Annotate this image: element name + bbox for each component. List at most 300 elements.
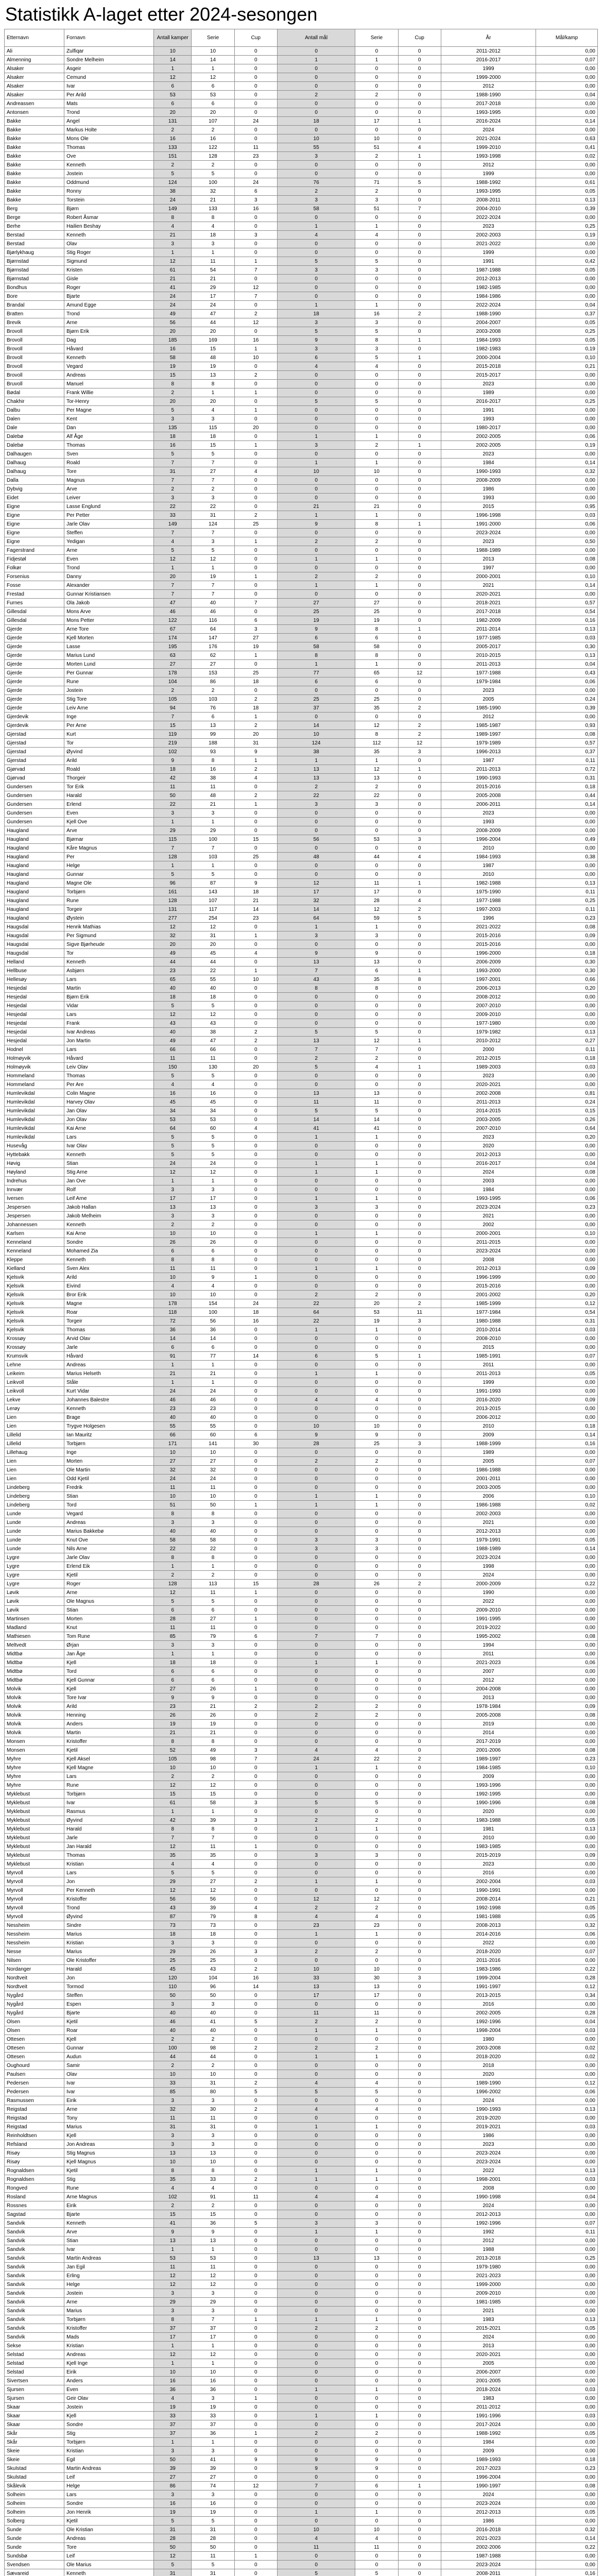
- cell-antall-mal: 13: [277, 765, 355, 774]
- table-row: [5, 2482, 598, 2490]
- cell-etternavn: Skålevik: [5, 2482, 64, 2490]
- cell-mal-per-kamp: 0,13: [536, 2105, 598, 2114]
- cell-antall-mal: 5: [277, 2569, 355, 2576]
- cell-mal-per-kamp: 0,00: [536, 870, 598, 879]
- cell-antall-kamper: 67: [154, 625, 192, 634]
- cell-serie-mal: 0: [355, 1334, 398, 1343]
- cell-ar: 2021: [441, 1518, 536, 1527]
- cell-serie-mal: 65: [355, 669, 398, 677]
- cell-cup-mal: 0: [398, 1737, 441, 1746]
- cell-etternavn: Nygård: [5, 1991, 64, 2000]
- cell-antall-mal: 1: [277, 2228, 355, 2236]
- cell-antall-kamper: 10: [154, 1229, 192, 1238]
- cell-serie-kamper: 3: [192, 1518, 234, 1527]
- cell-cup-mal: 0: [398, 695, 441, 704]
- cell-cup-kamper: 0: [234, 1475, 277, 1483]
- cell-antall-mal: 1: [277, 581, 355, 590]
- cell-antall-kamper: 12: [154, 1842, 192, 1851]
- cell-ar: 2020: [441, 2070, 536, 2079]
- cell-cup-mal: 0: [398, 2166, 441, 2175]
- cell-antall-kamper: 12: [154, 73, 192, 82]
- cell-serie-mal: 1: [355, 581, 398, 590]
- cell-fornavn: Øyvind: [64, 748, 154, 756]
- cell-fornavn: Kjell: [64, 2131, 154, 2140]
- cell-serie-mal: 0: [355, 2096, 398, 2105]
- cell-mal-per-kamp: 0,03: [536, 511, 598, 520]
- cell-mal-per-kamp: 0,20: [536, 1291, 598, 1299]
- cell-ar: 1989: [441, 388, 536, 397]
- cell-serie-mal: 13: [355, 774, 398, 783]
- cell-ar: 2022-2024: [441, 213, 536, 222]
- cell-serie-mal: 0: [355, 2420, 398, 2429]
- cell-mal-per-kamp: 0,00: [536, 940, 598, 949]
- cell-mal-per-kamp: 0,06: [536, 520, 598, 529]
- cell-serie-kamper: 13: [192, 2149, 234, 2158]
- cell-mal-per-kamp: 0,14: [536, 581, 598, 590]
- cell-ar: 1977-1988: [441, 896, 536, 905]
- cell-ar: 1989-1997: [441, 1755, 536, 1764]
- cell-antall-kamper: 37: [154, 2324, 192, 2333]
- cell-ar: 1981-1988: [441, 1912, 536, 1921]
- cell-serie-mal: 0: [355, 1842, 398, 1851]
- cell-etternavn: Lindeberg: [5, 1492, 64, 1501]
- cell-mal-per-kamp: 0,43: [536, 669, 598, 677]
- cell-ar: 2009: [441, 2447, 536, 2455]
- cell-serie-mal: 17: [355, 117, 398, 126]
- cell-mal-per-kamp: 0,00: [536, 1588, 598, 1597]
- cell-cup-mal: 0: [398, 1177, 441, 1185]
- cell-cup-kamper: 20: [234, 1063, 277, 1072]
- cell-antall-mal: 14: [277, 905, 355, 914]
- cell-cup-kamper: 1: [234, 931, 277, 940]
- cell-antall-mal: 2: [277, 1904, 355, 1912]
- cell-fornavn: Jostein: [64, 2403, 154, 2412]
- table-row: [5, 240, 598, 248]
- cell-serie-mal: 0: [355, 2245, 398, 2254]
- cell-etternavn: Kjelsvik: [5, 1282, 64, 1291]
- cell-ar: 1987-1988: [441, 2552, 536, 2561]
- col-header-serie-mal: Serie: [355, 29, 398, 47]
- cell-cup-mal: 0: [398, 47, 441, 56]
- cell-antall-mal: 0: [277, 1019, 355, 1028]
- cell-serie-kamper: 8: [192, 1825, 234, 1834]
- cell-antall-kamper: 102: [154, 2193, 192, 2201]
- cell-antall-kamper: 185: [154, 336, 192, 345]
- table-row: [5, 1247, 598, 1256]
- cell-serie-mal: 8: [355, 730, 398, 739]
- cell-etternavn: Dalebø: [5, 441, 64, 450]
- cell-serie-kamper: 11: [192, 2263, 234, 2272]
- cell-serie-mal: 35: [355, 748, 398, 756]
- cell-ar: 2011-2012: [441, 47, 536, 56]
- cell-fornavn: Harald: [64, 791, 154, 800]
- table-row: [5, 616, 598, 625]
- cell-fornavn: Per Magne: [64, 406, 154, 415]
- cell-etternavn: Skaar: [5, 2420, 64, 2429]
- cell-serie-mal: 0: [355, 248, 398, 257]
- cell-antall-kamper: 40: [154, 2026, 192, 2035]
- cell-mal-per-kamp: 0,08: [536, 1168, 598, 1177]
- cell-serie-mal: 1: [355, 511, 398, 520]
- cell-etternavn: Sandvik: [5, 2272, 64, 2280]
- cell-cup-mal: 0: [398, 2254, 441, 2263]
- cell-etternavn: Skulstad: [5, 2464, 64, 2473]
- cell-cup-mal: 1: [398, 625, 441, 634]
- cell-serie-kamper: 43: [192, 1019, 234, 1028]
- cell-cup-mal: 0: [398, 1291, 441, 1299]
- cell-antall-mal: 0: [277, 1010, 355, 1019]
- cell-etternavn: Dalbu: [5, 406, 64, 415]
- cell-ar: 2000: [441, 1045, 536, 1054]
- cell-serie-kamper: 100: [192, 835, 234, 844]
- table-row: [5, 2508, 598, 2517]
- cell-etternavn: Hesjedal: [5, 993, 64, 1002]
- cell-etternavn: Innvær: [5, 1185, 64, 1194]
- table-row: [5, 993, 598, 1002]
- cell-cup-kamper: 0: [234, 1728, 277, 1737]
- cell-ar: 2016-2017: [441, 397, 536, 406]
- cell-etternavn: Meltvedt: [5, 1641, 64, 1650]
- table-row: [5, 2018, 598, 2026]
- cell-antall-mal: 0: [277, 564, 355, 572]
- cell-cup-kamper: 0: [234, 1921, 277, 1930]
- cell-cup-kamper: 3: [234, 231, 277, 240]
- cell-mal-per-kamp: 0,23: [536, 1755, 598, 1764]
- cell-fornavn: Even: [64, 555, 154, 564]
- cell-mal-per-kamp: 0,03: [536, 2412, 598, 2420]
- cell-antall-mal: 0: [277, 2561, 355, 2569]
- cell-mal-per-kamp: 0,00: [536, 1256, 598, 1264]
- cell-serie-mal: 0: [355, 2263, 398, 2272]
- cell-antall-kamper: 149: [154, 520, 192, 529]
- cell-fornavn: Lars: [64, 1133, 154, 1142]
- cell-cup-mal: 2: [398, 310, 441, 318]
- table-row: [5, 1457, 598, 1466]
- cell-fornavn: Arild: [64, 1273, 154, 1282]
- cell-ar: 2012-2013: [441, 1150, 536, 1159]
- cell-cup-mal: 0: [398, 2342, 441, 2350]
- cell-mal-per-kamp: 0,00: [536, 993, 598, 1002]
- cell-fornavn: Trond: [64, 1904, 154, 1912]
- cell-cup-mal: 0: [398, 1562, 441, 1571]
- cell-cup-mal: 0: [398, 1720, 441, 1728]
- cell-cup-mal: 0: [398, 2053, 441, 2061]
- cell-serie-mal: 9: [355, 2455, 398, 2464]
- cell-fornavn: Tor: [64, 949, 154, 958]
- cell-serie-kamper: 11: [192, 783, 234, 791]
- cell-ar: 1988-1990: [441, 310, 536, 318]
- table-row: [5, 1737, 598, 1746]
- cell-cup-kamper: 2: [234, 2105, 277, 2114]
- cell-antall-mal: 0: [277, 161, 355, 170]
- cell-fornavn: Even: [64, 2385, 154, 2394]
- cell-mal-per-kamp: 0,00: [536, 1676, 598, 1685]
- cell-ar: 2013: [441, 2342, 536, 2350]
- cell-antall-kamper: 2: [154, 1571, 192, 1580]
- cell-serie-mal: 1: [355, 1877, 398, 1886]
- cell-serie-mal: 0: [355, 2561, 398, 2569]
- cell-fornavn: Jon: [64, 1877, 154, 1886]
- cell-cup-kamper: 0: [234, 1518, 277, 1527]
- cell-ar: 1999: [441, 248, 536, 257]
- cell-serie-kamper: 128: [192, 152, 234, 161]
- cell-etternavn: Helland: [5, 958, 64, 967]
- cell-cup-kamper: 3: [234, 625, 277, 634]
- cell-ar: 2024: [441, 2096, 536, 2105]
- cell-antall-kamper: 20: [154, 327, 192, 336]
- cell-mal-per-kamp: 0,00: [536, 2561, 598, 2569]
- cell-serie-mal: 0: [355, 2201, 398, 2210]
- cell-cup-mal: 0: [398, 1142, 441, 1150]
- cell-mal-per-kamp: 0,05: [536, 1912, 598, 1921]
- cell-fornavn: Kjetil: [64, 2517, 154, 2526]
- cell-cup-kamper: 10: [234, 975, 277, 984]
- cell-cup-mal: 0: [398, 2569, 441, 2576]
- cell-serie-mal: 0: [355, 1623, 398, 1632]
- table-row: [5, 73, 598, 82]
- cell-serie-mal: 0: [355, 2438, 398, 2447]
- cell-fornavn: Olav: [64, 2070, 154, 2079]
- cell-mal-per-kamp: 0,00: [536, 2035, 598, 2044]
- cell-serie-mal: 1: [355, 2166, 398, 2175]
- cell-serie-mal: 2: [355, 152, 398, 161]
- cell-mal-per-kamp: 0,23: [536, 2464, 598, 2473]
- cell-antall-mal: 7: [277, 1632, 355, 1641]
- cell-serie-mal: 1: [355, 1159, 398, 1168]
- cell-fornavn: Ole Marius: [64, 2561, 154, 2569]
- cell-mal-per-kamp: 0,12: [536, 1299, 598, 1308]
- cell-antall-mal: 1: [277, 2508, 355, 2517]
- cell-fornavn: Egil: [64, 2455, 154, 2464]
- cell-serie-kamper: 31: [192, 931, 234, 940]
- cell-cup-mal: 0: [398, 292, 441, 301]
- cell-cup-kamper: 0: [234, 2403, 277, 2412]
- cell-fornavn: Vidar: [64, 1002, 154, 1010]
- table-row: [5, 1343, 598, 1352]
- cell-serie-kamper: 60: [192, 1431, 234, 1439]
- cell-antall-mal: 1: [277, 56, 355, 64]
- cell-fornavn: Magnus: [64, 476, 154, 485]
- cell-cup-kamper: 16: [234, 336, 277, 345]
- cell-cup-mal: 0: [398, 1010, 441, 1019]
- cell-antall-mal: 64: [277, 1308, 355, 1317]
- cell-cup-mal: 0: [398, 2508, 441, 2517]
- cell-antall-mal: 4: [277, 1746, 355, 1755]
- cell-serie-mal: 0: [355, 1553, 398, 1562]
- cell-fornavn: Arve: [64, 826, 154, 835]
- cell-cup-kamper: 19: [234, 642, 277, 651]
- cell-cup-kamper: 1: [234, 1588, 277, 1597]
- cell-cup-kamper: 0: [234, 1150, 277, 1159]
- cell-mal-per-kamp: 0,22: [536, 2543, 598, 2552]
- cell-antall-kamper: 20: [154, 572, 192, 581]
- cell-etternavn: Skår: [5, 2438, 64, 2447]
- cell-fornavn: Jan Ove: [64, 1177, 154, 1185]
- cell-mal-per-kamp: 0,57: [536, 599, 598, 607]
- cell-etternavn: Skår: [5, 2429, 64, 2438]
- cell-antall-mal: 0: [277, 2070, 355, 2079]
- table-row: [5, 2543, 598, 2552]
- cell-serie-kamper: 16: [192, 2499, 234, 2508]
- cell-ar: 2011-2015: [441, 1238, 536, 1247]
- cell-cup-mal: 0: [398, 380, 441, 388]
- cell-antall-kamper: 7: [154, 713, 192, 721]
- table-row: [5, 1518, 598, 1527]
- table-row: [5, 835, 598, 844]
- table-row: [5, 362, 598, 371]
- cell-ar: 2003-2008: [441, 327, 536, 336]
- cell-fornavn: Kai Arne: [64, 1229, 154, 1238]
- table-row: [5, 1413, 598, 1422]
- cell-cup-mal: 0: [398, 2464, 441, 2473]
- cell-fornavn: Kristen: [64, 266, 154, 275]
- cell-ar: 2023: [441, 222, 536, 231]
- cell-ar: 2002-2003: [441, 231, 536, 240]
- cell-antall-mal: 0: [277, 2158, 355, 2166]
- cell-cup-mal: 1: [398, 1037, 441, 1045]
- cell-cup-kamper: 0: [234, 529, 277, 537]
- cell-serie-mal: 13: [355, 1089, 398, 1098]
- cell-serie-kamper: 76: [192, 704, 234, 713]
- table-row: [5, 2289, 598, 2298]
- cell-antall-kamper: 16: [154, 441, 192, 450]
- cell-etternavn: Hesjedal: [5, 984, 64, 993]
- cell-serie-kamper: 29: [192, 283, 234, 292]
- cell-etternavn: Bakke: [5, 117, 64, 126]
- cell-ar: 2021-2024: [441, 134, 536, 143]
- cell-mal-per-kamp: 0,00: [536, 2499, 598, 2508]
- cell-serie-mal: 0: [355, 564, 398, 572]
- cell-cup-mal: 0: [398, 1982, 441, 1991]
- cell-antall-kamper: 3: [154, 1212, 192, 1221]
- cell-cup-kamper: 0: [234, 2280, 277, 2289]
- cell-cup-kamper: 6: [234, 616, 277, 625]
- cell-serie-kamper: 4: [192, 2184, 234, 2193]
- cell-cup-mal: 0: [398, 1150, 441, 1159]
- cell-ar: 2019-2020: [441, 2114, 536, 2123]
- cell-fornavn: Stig: [64, 2175, 154, 2184]
- cell-antall-mal: 22: [277, 791, 355, 800]
- cell-antall-mal: 1: [277, 1194, 355, 1203]
- cell-antall-kamper: 3: [154, 2000, 192, 2009]
- cell-cup-mal: 0: [398, 1054, 441, 1063]
- cell-cup-kamper: 0: [234, 2158, 277, 2166]
- cell-cup-mal: 0: [398, 467, 441, 476]
- cell-antall-kamper: 19: [154, 1720, 192, 1728]
- cell-fornavn: Kenneth: [64, 1404, 154, 1413]
- cell-ar: 2013-2015: [441, 1404, 536, 1413]
- cell-ar: 2017-2024: [441, 2420, 536, 2429]
- cell-cup-kamper: 4: [234, 949, 277, 958]
- cell-serie-mal: 0: [355, 2342, 398, 2350]
- cell-serie-kamper: 55: [192, 1422, 234, 1431]
- cell-fornavn: Sondre: [64, 2420, 154, 2429]
- cell-antall-kamper: 73: [154, 1921, 192, 1930]
- cell-ar: 2021: [441, 2307, 536, 2315]
- cell-ar: 2016: [441, 1869, 536, 1877]
- cell-mal-per-kamp: 0,39: [536, 205, 598, 213]
- cell-mal-per-kamp: 0,00: [536, 240, 598, 248]
- cell-etternavn: Solberg: [5, 2517, 64, 2526]
- cell-ar: 1988-1999: [441, 1439, 536, 1448]
- cell-mal-per-kamp: 0,02: [536, 2053, 598, 2061]
- table-row: [5, 1965, 598, 1974]
- cell-cup-mal: 1: [398, 879, 441, 888]
- cell-serie-mal: 0: [355, 1939, 398, 1947]
- cell-mal-per-kamp: 0,14: [536, 1545, 598, 1553]
- table-row: [5, 205, 598, 213]
- cell-antall-kamper: 3: [154, 2447, 192, 2455]
- cell-antall-mal: 9: [277, 1431, 355, 1439]
- cell-etternavn: Dybvig: [5, 485, 64, 494]
- cell-fornavn: Harald: [64, 1965, 154, 1974]
- table-row: [5, 47, 598, 56]
- cell-cup-kamper: 1: [234, 257, 277, 266]
- cell-etternavn: Lien: [5, 1475, 64, 1483]
- cell-fornavn: Per Arild: [64, 91, 154, 99]
- cell-serie-kamper: 169: [192, 336, 234, 345]
- cell-serie-mal: 1: [355, 2385, 398, 2394]
- cell-serie-mal: 2: [355, 1711, 398, 1720]
- table-row: [5, 1203, 598, 1212]
- cell-antall-mal: 2: [277, 1291, 355, 1299]
- cell-antall-kamper: 49: [154, 310, 192, 318]
- table-row: [5, 651, 598, 660]
- cell-ar: 2008-2009: [441, 826, 536, 835]
- table-row: [5, 2526, 598, 2534]
- cell-antall-kamper: 51: [154, 1501, 192, 1510]
- table-row: [5, 1142, 598, 1150]
- cell-fornavn: Magne Ole: [64, 879, 154, 888]
- cell-serie-mal: 11: [355, 1098, 398, 1107]
- cell-antall-kamper: 1: [154, 1562, 192, 1571]
- cell-cup-kamper: 0: [234, 1010, 277, 1019]
- cell-serie-mal: 0: [355, 2298, 398, 2307]
- cell-antall-kamper: 4: [154, 537, 192, 546]
- cell-mal-per-kamp: 0,00: [536, 2438, 598, 2447]
- cell-serie-mal: 0: [355, 2333, 398, 2342]
- table-row: [5, 1947, 598, 1956]
- cell-fornavn: Stian: [64, 1606, 154, 1615]
- cell-serie-kamper: 5: [192, 1142, 234, 1150]
- cell-mal-per-kamp: 0,00: [536, 2061, 598, 2070]
- cell-mal-per-kamp: 0,00: [536, 1650, 598, 1658]
- cell-cup-kamper: 18: [234, 888, 277, 896]
- cell-etternavn: Eigne: [5, 529, 64, 537]
- cell-cup-kamper: 0: [234, 1667, 277, 1676]
- table-row: [5, 1194, 598, 1203]
- cell-fornavn: Lars: [64, 975, 154, 984]
- cell-cup-mal: 0: [398, 1728, 441, 1737]
- table-row: [5, 1650, 598, 1658]
- cell-cup-mal: 0: [398, 1264, 441, 1273]
- cell-antall-mal: 55: [277, 143, 355, 152]
- cell-serie-kamper: 113: [192, 1580, 234, 1588]
- cell-antall-mal: 6: [277, 1352, 355, 1361]
- cell-etternavn: Sandvik: [5, 2324, 64, 2333]
- table-row: [5, 1606, 598, 1615]
- cell-antall-kamper: 12: [154, 2272, 192, 2280]
- cell-antall-mal: 0: [277, 1387, 355, 1396]
- cell-antall-mal: 5: [277, 1028, 355, 1037]
- cell-mal-per-kamp: 0,00: [536, 450, 598, 459]
- cell-mal-per-kamp: 0,00: [536, 1842, 598, 1851]
- cell-serie-kamper: 77: [192, 1352, 234, 1361]
- cell-etternavn: Solheim: [5, 2508, 64, 2517]
- cell-ar: 1998: [441, 1562, 536, 1571]
- cell-cup-kamper: 0: [234, 686, 277, 695]
- cell-mal-per-kamp: 0,00: [536, 2280, 598, 2289]
